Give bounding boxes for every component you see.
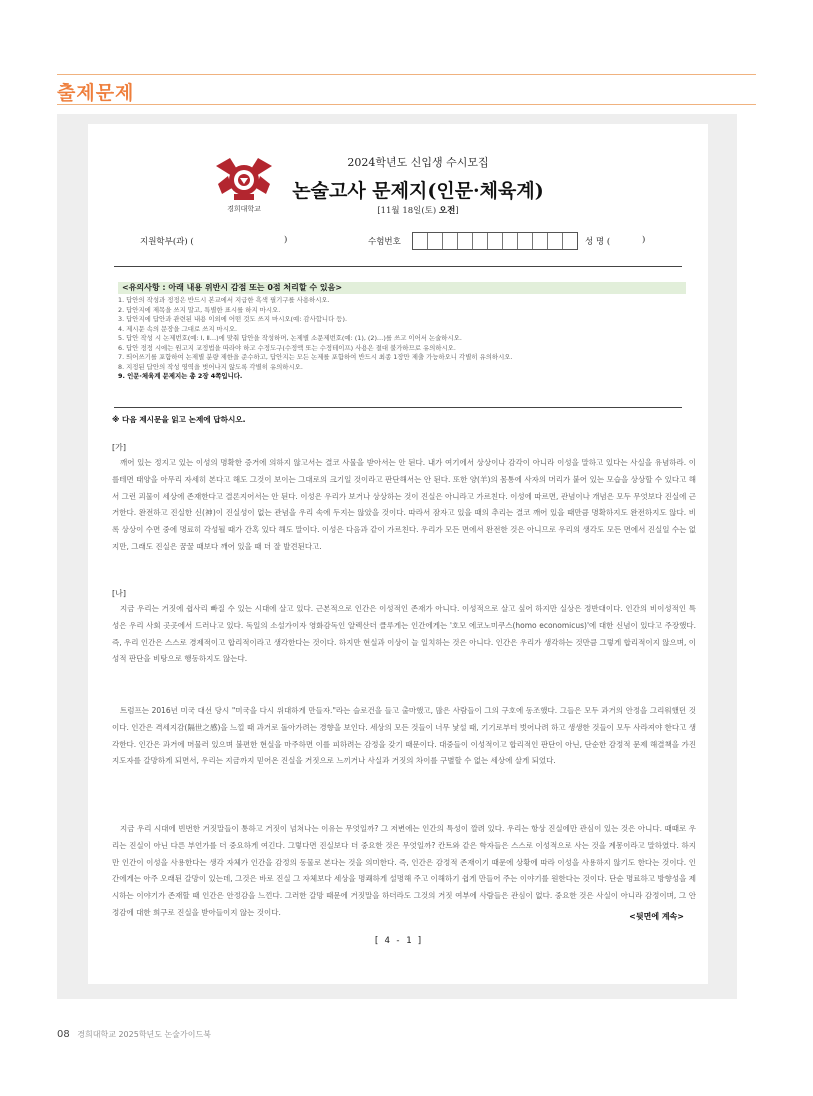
exam-sheet bbox=[88, 124, 708, 984]
notice-item: 7. 띄어쓰기를 포함하여 논제별 분량 제한을 준수하고, 답안지는 모든 논제를 포함하여 반드시 최종 1장만 제출 가능하오니 각별히 유의하시오. bbox=[118, 353, 513, 362]
section-title: 출제문제 bbox=[57, 82, 135, 104]
passage-paragraph: 지금 우리는 거짓에 쉽사리 빠질 수 있는 시대에 살고 있다. 근본적으로 인간은 이성적인 존재가 아니다. 이성적으로 살고 싶어 하지만 실상은 정반대이다. 인간의 비이성적인 특성은 우리 사회 곳곳에서 드러나고 있다. 독일의 소설가이자 영화감독인 알렉산더 클루게는 인간에게는 '호모 에코노미쿠스(homo economicus)'에 대한 신념이 있다고 주장했다. 즉, 우리 인간은 스스로 경제적이고 합리적이라고 생각한다는 것이다. 하지만 현실과 이상이 늘 일치하는 것은 아니다. 인간은 우리가 생각하는 것만큼 그렇게 합리적이지 않으며, 이성적 판단을 비탕으로 행동하지도 않는다. bbox=[112, 604, 696, 664]
exam-number-label: 수험번호 bbox=[368, 237, 401, 247]
passage-label: [가] bbox=[112, 443, 126, 452]
footer-page-number: 08 bbox=[57, 1029, 70, 1040]
divider bbox=[114, 266, 682, 267]
exam-date bbox=[88, 204, 708, 216]
notice-item: 4. 제시문 속의 문장을 그대로 쓰지 마시오. bbox=[118, 324, 238, 333]
divider bbox=[114, 407, 682, 408]
continue-note: <뒷면에 계속> bbox=[629, 912, 684, 921]
exam-year-line: 2024학년도 신입생 수시모집 bbox=[347, 156, 489, 169]
notice-item: 5. 답안 작성 시 논제번호(예: Ⅰ, Ⅱ…)에 맞춰 답안을 작성하며, 논제별 소문제번호(예: (1), (2)…)를 쓰고 이어서 논술하시오. bbox=[118, 334, 462, 343]
notice-item: 6. 답안 정정 시에는 원고지 교정법을 따라야 하고 수정도구(수정액 또는 수정테이프) 사용은 절대 불가하므로 유의하시오. bbox=[118, 343, 456, 352]
candidate-info-row bbox=[140, 232, 680, 250]
major-close: ) bbox=[284, 235, 288, 245]
exam-date-text: [11월 18일(토) bbox=[377, 206, 437, 216]
passage-paragraph: 지금 우리 시대에 빈번한 거짓말들이 통하고 거짓이 넘쳐나는 이유는 무엇일까? 그 저변에는 인간의 특성이 깔려 있다. 우리는 항상 진실에만 관심이 있는 것은 아니다. 때때로 우리는 진실이 아닌 다른 부언가를 더 중요하게 여긴다. 그렇다면 진실보다 더 중요한 것은 무엇일까? 칸트와 같은 학자들은 스스로 이성적으로 사는 것을 계몽이라고 말하였다. 하지만 인간이 이성을 사용한다는 생각 자체가 인간을 감정의 동물로 본다는 것을 의미한다. 즉, 인간은 감정적 존재이기 때문에 상황에 따라 이성을 사용하지 않기도 한다는 것이다. 인간에게는 아주 오래된 갈망이 있는데, 그것은 바로 진실 그 자체보다 세상을 명쾌하게 설명해 주고 이해하기 쉽게 만들어 주는 이야기를 원한다는 것이다. 단순 명료하고 방향성을 제시하는 이야기가 존재할 때 인간은 안정감을 느낀다. 그러한 갈망 때문에 거짓말을 하더라도 그것의 거짓 여부에 사람들은 관심이 없다. 중요한 것은 사실이 아니라 감정이며, 그 안정감에 대한 희구로 진실을 받아들이지 않는 것이다. bbox=[112, 824, 696, 917]
passage-paragraph: 깨어 있는 정지고 있는 이성의 명확한 증거에 의하지 않고서는 결코 사물을 받아서는 안 된다. 내가 여기에서 상상이나 감각이 아니라 이성을 말하고 있다는 사실을 유념하라. 이를테면 태양을 아무리 자세히 본다고 해도 그것이 보이는 그대로의 크기일 것이라고 판단해서는 안 된다. 또한 양(羊)의 몸통에 사자의 머리가 붙어 있는 모습을 상상할 수 있다고 해서 그런 괴물이 세상에 존재한다고 결론지어서는 안 된다. 이성은 우리가 보거나 상상하는 것이 진실은 아니라고 가르친다. 이성에 따르면, 관념이나 개념은 모두 무엇보다 진실에 근거한다. 완전하고 진실한 신(神)이 진실성이 없는 관념을 우리 속에 두지는 않았을 것이다. 따라서 잠자고 있을 때의 추리는 결코 깨어 있을 때만큼 명확하지도 완전하지도 않다. 비록 상상이 수면 중에 명료히 각성될 때가 간혹 있다 해도 말이다. 이성은 다음과 같이 가르친다. 우리가 모든 면에서 완전한 것은 아니므로 우리의 생각도 모든 면에서 진실일 수는 없지만, 그래도 진실은 꿈꿀 때보다 깨어 있을 때 더 잘 발견된다고. bbox=[112, 458, 696, 551]
passage-label: [나] bbox=[112, 589, 126, 598]
instruction: ※ 다음 제시문을 읽고 논제에 답하시오. bbox=[112, 415, 246, 424]
notice-item-last: 9. 인문·체육계 문제지는 총 2장 4쪽입니다. bbox=[118, 372, 243, 381]
major-label: 지원학부(과) ( bbox=[140, 237, 194, 247]
exam-date-close: ] bbox=[455, 206, 459, 216]
section-bottom-rule bbox=[57, 104, 756, 105]
section-top-rule bbox=[57, 74, 756, 75]
notice-list bbox=[118, 296, 688, 382]
exam-title: 논술고사 문제지(인문·체육계) bbox=[292, 180, 544, 202]
sheet-page-number: [ 4 - 1 ] bbox=[373, 936, 423, 946]
notice-header: <유의사항 : 아래 내용 위반시 감점 또는 0점 처리할 수 있음> bbox=[118, 282, 686, 294]
passage-paragraph: 트럼프는 2016년 미국 대선 당시 "미국을 다시 위대하게 만들자."라는 슬로건을 들고 출마했고, 많은 사람들이 그의 구호에 동조했다. 그들은 모두 과거의 안정을 그리워했던 것이다. 인간은 격세지감(隔世之感)을 느낄 때 과거로 돌아가려는 경향을 보인다. 세상의 모든 것들이 너무 낯설 때, 기기로부터 벗어나려 하고 생생한 것들이 모두 사라져야 한다고 생각한다. 인간은 과거에 머물러 있으며 불편한 현실을 마주하면 이를 피하려는 감정을 갖기 때문이다. 대중들이 이성적이고 합리적인 판단이 아닌, 단순한 감정적 문제 해결책을 가진 지도자를 갈망하게 되면서, 우리는 지금까지 믿어온 진실을 거짓으로 느끼거나 사실과 거짓의 차이를 구별할 수 없는 세상에 살게 되었다. bbox=[112, 706, 696, 766]
name-close: ) bbox=[642, 235, 646, 245]
university-name: 경희대학교 bbox=[227, 205, 261, 213]
exam-session: 오전 bbox=[438, 206, 456, 216]
page-footer bbox=[57, 1029, 211, 1040]
notice-item: 2. 답안지에 제목을 쓰지 말고, 특별한 표시를 하지 마시오. bbox=[118, 305, 281, 314]
exam-number-boxes[interactable] bbox=[412, 232, 578, 250]
notice-item: 3. 답안지에 답안과 관련된 내용 이외에 어떤 것도 쓰지 마시오(예: 감사합니다 등). bbox=[118, 315, 347, 324]
name-label: 성 명 ( bbox=[585, 237, 611, 247]
footer-text: 경희대학교 2025학년도 논술가이드북 bbox=[77, 1030, 211, 1039]
notice-item: 8. 지정된 답안의 작성 영역을 벗어나지 않도록 각별히 유의하시오. bbox=[118, 362, 303, 371]
notice-item: 1. 답안의 작성과 정정은 반드시 본교에서 지급한 흑색 필기구를 사용하시오. bbox=[118, 296, 330, 304]
